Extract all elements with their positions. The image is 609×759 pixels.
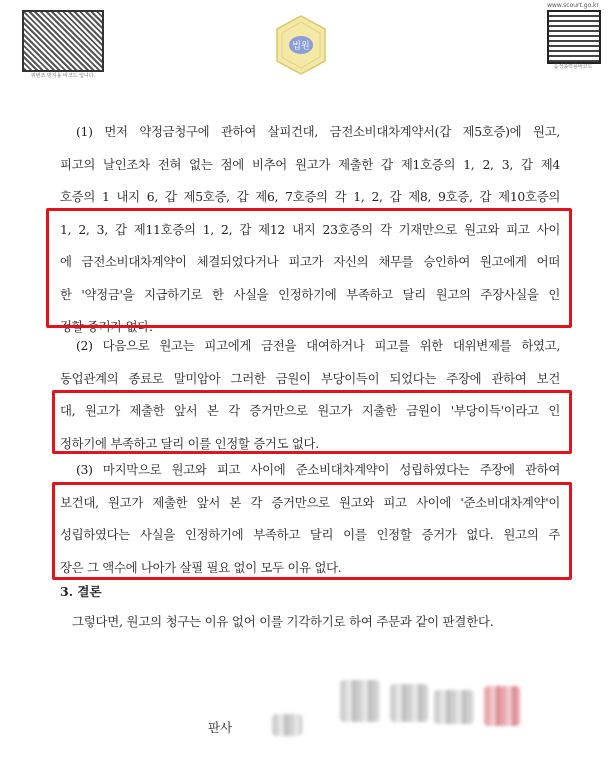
- redacted-signature: [340, 680, 380, 722]
- paragraph-line: (3) 마지막으로 원고와 피고 사이에 준소비대차계약이 성립하였다는 주장에 관하여: [76, 462, 560, 477]
- anti-forgery-barcode: [22, 10, 104, 72]
- paragraph-line: 피고의 날인조차 전혀 없는 점에 비추어 원고가 제출한 갑 제1호증의 1, 2, 3, 갑 제4: [60, 156, 560, 172]
- paragraph-line: 동업관계의 종료로 말미암아 그러한 금원이 부당이득이 되었다는 주장에 관하여 보건: [60, 370, 560, 386]
- paragraph-line: 호증의 1 내지 6, 갑 제5호증, 갑 제6, 7호증의 각 1, 2, 갑 제8, 9호증, 갑 제10호증의: [60, 189, 560, 204]
- paragraph-line: 보건대, 원고가 제출한 앞서 본 각 증거만으로 원고와 피고 사이에 '준소비대차계약'이: [60, 494, 560, 510]
- paragraph-line: 성립하였다는 사실을 인정하기에 부족하고 달리 이를 인정할 증거가 없다. 원고의 주: [60, 527, 560, 542]
- paragraph-line: 1, 2, 3, 갑 제11호증의 1, 2, 갑 제12 내지 23호증의 각 기재만으로 원고와 피고 사이: [60, 221, 560, 237]
- seal-text: 법원: [292, 41, 310, 52]
- conclusion-text: 그렇다면, 원고의 청구는 이유 없어 이를 기각하기로 하여 주문과 같이 판결한다.: [72, 614, 494, 629]
- audio-barcode: [547, 10, 601, 64]
- paragraph-line: 에 금전소비대차계약이 체결되었다거나 피고가 자신의 채무를 승인하여 원고에게 어떠: [60, 254, 560, 269]
- anti-forgery-barcode-caption: 위변조 방지용 바코드 입니다.: [30, 73, 96, 79]
- redacted-seal: [484, 686, 520, 726]
- court-seal-icon: [273, 14, 329, 76]
- paragraph-line: 대, 원고가 제출한 앞서 본 각 증거만으로 원고가 지출한 금원이 '부당이득'이라고 인: [60, 403, 560, 418]
- judge-label: 판사: [208, 720, 233, 735]
- redacted-signature: [390, 684, 428, 722]
- paragraph-line: 장은 그 액수에 나아가 살필 필요 없이 모두 이유 없다.: [60, 559, 342, 575]
- audio-barcode-caption: 음성출력용바코드: [553, 64, 593, 70]
- redacted-name: [272, 714, 302, 736]
- paragraph-line: 정할 증거가 없다.: [60, 319, 153, 334]
- paragraph-line: (1) 먼저 약정금청구에 관하여 살피건대, 금전소비대차계약서(갑 제5호증)에 원고,: [76, 124, 560, 139]
- highlight-box-1: [46, 208, 572, 328]
- highlight-box-3: [52, 482, 572, 580]
- paragraph-line: 정하기에 부족하고 달리 이를 인정할 증거도 없다.: [60, 435, 319, 451]
- highlight-box-2: [52, 390, 572, 454]
- paragraph-line: (2) 다음으로 원고는 피고에게 금전을 대여하거나 피고를 위한 대위변제를 하였고,: [76, 338, 560, 353]
- paragraph-line: 한 '약정금'을 지급하기로 한 사실을 인정하기에 부족하고 달리 원고의 주장사실을 인: [60, 286, 560, 302]
- redacted-signature: [434, 690, 474, 724]
- site-url: www.scourt.go.kr: [547, 2, 599, 9]
- section-heading: 3. 결론: [60, 584, 102, 599]
